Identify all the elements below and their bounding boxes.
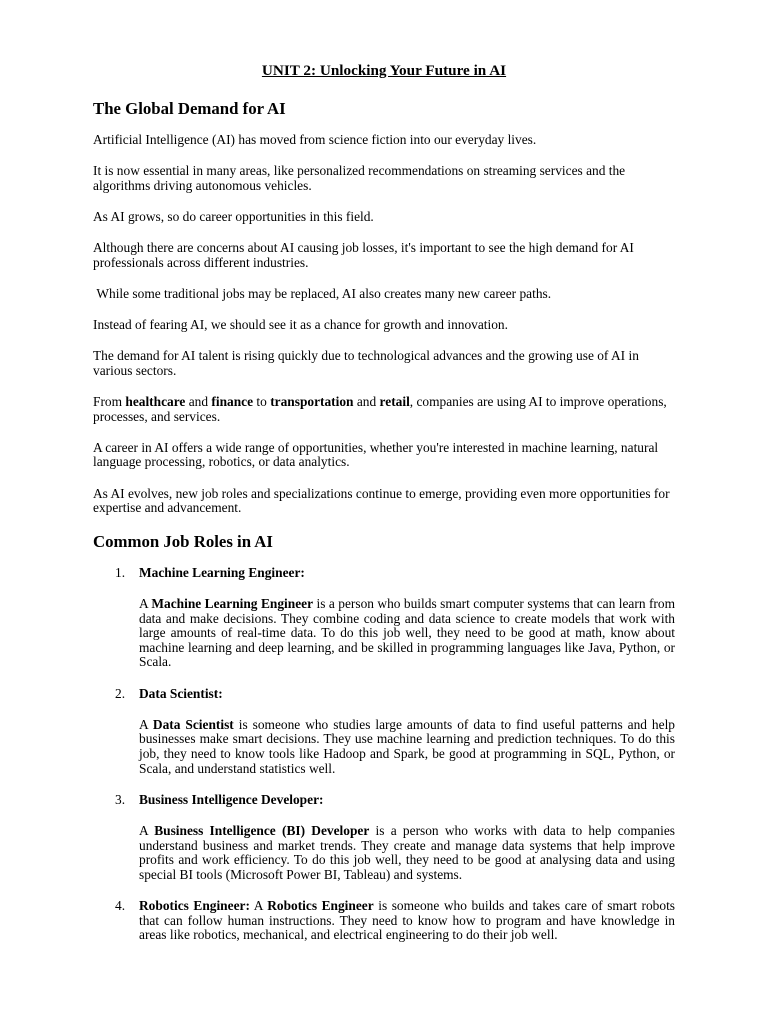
- text-prefix: A: [139, 716, 153, 732]
- paragraph: As AI evolves, new job roles and specializations continue to emerge, providing even more opportunities for expertise and advancement.: [93, 485, 670, 516]
- role-description: [139, 899, 675, 943]
- paragraph: While some traditional jobs may be replaced, AI also creates many new career paths.: [93, 285, 552, 301]
- paragraph: It is now essential in many areas, like personalized recommendations on streaming services and the algorithms driving autonomous vehicles.: [93, 163, 626, 193]
- sector-retail: retail: [379, 394, 410, 410]
- role-name-bold: Business Intelligence (BI) Developer: [154, 822, 370, 838]
- text-prefix: A: [139, 822, 155, 838]
- role-title: Business Intelligence Developer:: [139, 791, 324, 807]
- list-number: 2.: [115, 685, 126, 701]
- role-title: Machine Learning Engineer:: [139, 564, 305, 580]
- role-description: [139, 718, 675, 776]
- role-description: [139, 597, 675, 670]
- paragraph: The demand for AI talent is rising quickly due to technological advances and the growing use of AI in various sectors.: [93, 348, 639, 378]
- text-from: From: [93, 394, 126, 410]
- document-title: UNIT 2: Unlocking Your Future in AI: [261, 62, 507, 79]
- paragraph: Although there are concerns about AI causing job losses, it's important to see the high demand for AI professionals across different industries.: [93, 240, 634, 270]
- section-heading-job-roles: Common Job Roles in AI: [93, 531, 273, 551]
- sector-transportation: transportation: [270, 394, 354, 410]
- sector-healthcare: healthcare: [125, 394, 186, 410]
- role-description: [139, 824, 675, 882]
- role-name-bold: Machine Learning Engineer: [151, 596, 314, 612]
- role-title: Data Scientist:: [139, 685, 223, 701]
- paragraph: Artificial Intelligence (AI) has moved from science fiction into our everyday lives.: [93, 132, 537, 147]
- text-and: and: [185, 394, 212, 410]
- paragraph: Instead of fearing AI, we should see it as a chance for growth and innovation.: [93, 317, 508, 333]
- list-number: 4.: [115, 897, 126, 913]
- list-number: 1.: [115, 564, 126, 580]
- role-name-bold: Robotics Engineer: [267, 897, 374, 913]
- sector-finance: finance: [211, 394, 254, 410]
- intro-section: [93, 133, 675, 516]
- list-item: [93, 566, 675, 670]
- text-rest: is someone who studies large amounts of data to find useful patterns and help businesses make smart decisions. They use machine learning and prediction techniques. To do this job, they need to know tools like Hadoop and Spark, be good at programming in SQL, Python, or Scala, and understand statistics well.: [139, 716, 675, 776]
- text-and: and: [353, 394, 380, 410]
- document-page: [93, 58, 675, 943]
- paragraph: A career in AI offers a wide range of opportunities, whether you're interested in machine learning, natural language processing, robotics, or data analytics.: [93, 439, 659, 470]
- text-to: to: [253, 394, 271, 410]
- text-prefix: A: [249, 897, 268, 913]
- text-rest: is a person who works with data to help companies understand business and market trends. They create and manage data systems that help improve profits and work efficiency. To do this job well, they need to be good at analysing data and using special BI tools (Microsoft Power BI, Tableau) and systems.: [139, 822, 675, 882]
- text-prefix: A: [139, 596, 152, 612]
- role-title: Robotics Engineer:: [139, 897, 250, 913]
- paragraph: As AI grows, so do career opportunities in this field.: [93, 208, 374, 224]
- section-heading-global-demand: The Global Demand for AI: [93, 99, 286, 118]
- text-rest: , companies are using AI to improve operations, processes, and services.: [93, 394, 667, 424]
- paragraph-sectors: [93, 395, 675, 424]
- text-rest: is a person who builds smart computer systems that can learn from data and make decisions. They combine coding and data science to create models that work with large amounts of real-time data. To do this job well, they need to be good at math, know about machine learning and deep learning, and be skilled in programming languages like Java, Python, or Scala.: [139, 596, 675, 670]
- text-rest: is someone who builds and takes care of smart robots that can follow human instructions. They need to know how to program and have knowledge in areas like robotics, mechanical, and electrical engineering to do their job well.: [139, 897, 675, 943]
- list-item: [93, 687, 675, 777]
- role-name-bold: Data Scientist: [152, 716, 234, 732]
- job-roles-list: [93, 566, 675, 943]
- list-number: 3.: [115, 791, 126, 807]
- list-item: [93, 899, 675, 943]
- list-item: [93, 793, 675, 883]
